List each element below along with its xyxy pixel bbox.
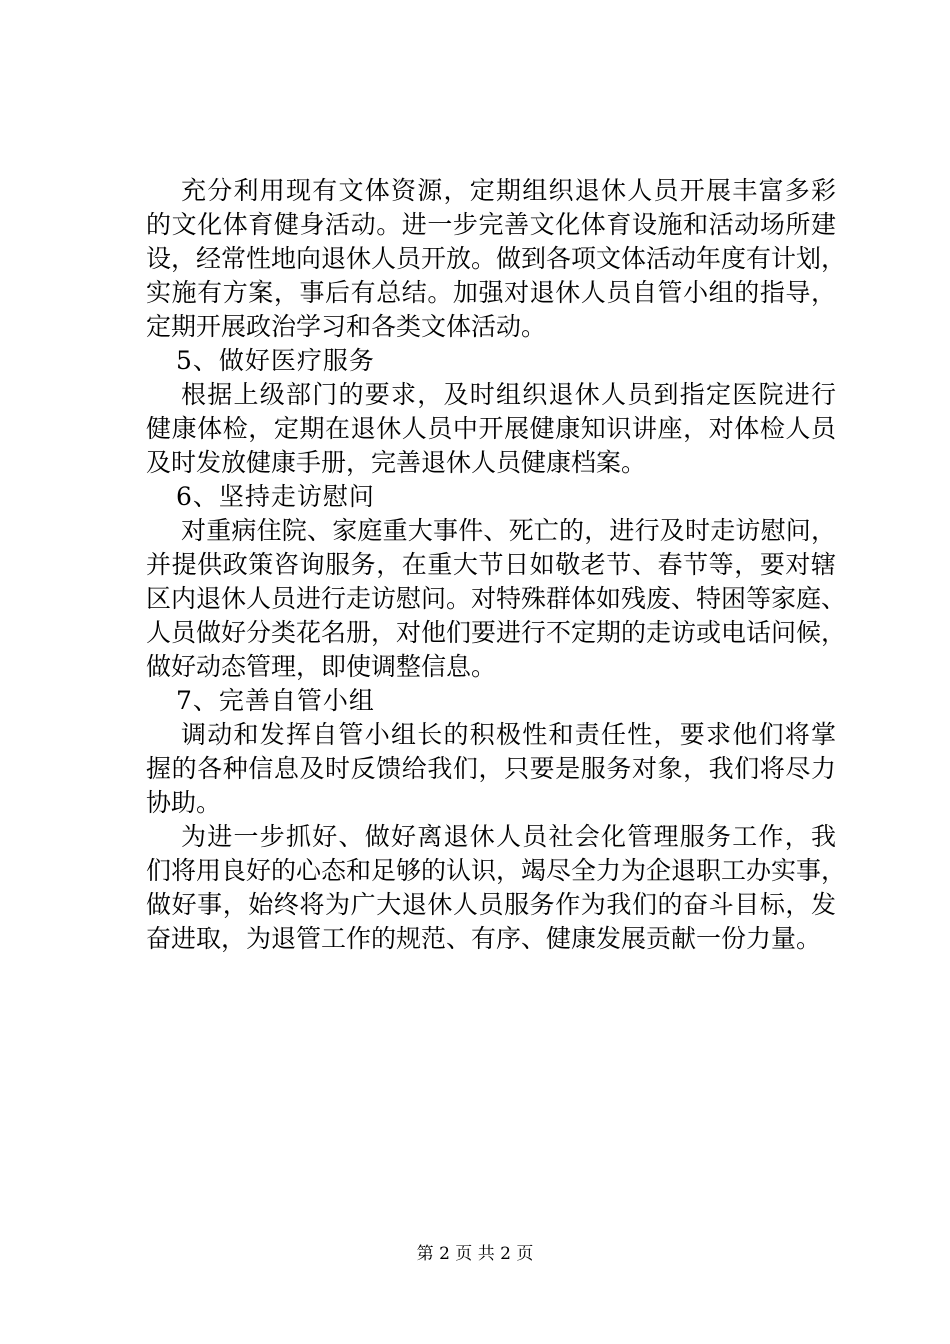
paragraph-line: 们将用良好的心态和足够的认识，竭尽全力为企退职工办实事， [146,856,847,885]
paragraph-line: 并提供政策咨询服务，在重大节日如敬老节、春节等，要对辖 [146,550,836,579]
page-footer: 第 2 页 共 2 页 [416,1244,534,1264]
paragraph-line: 定期开展政治学习和各类文体活动。 [146,312,547,341]
document-body [146,174,847,956]
paragraph-line: 对重病住院、家庭重大事件、死亡的，进行及时走访慰问， [181,516,836,545]
paragraph-line: 及时发放健康手册，完善退休人员健康档案。 [146,448,647,477]
section-heading: 5、做好医疗服务 [176,346,375,375]
paragraph-line: 做好动态管理，即使调整信息。 [146,652,497,681]
paragraph-line: 区内退休人员进行走访慰问。对特殊群体如残废、特困等家庭、 [146,584,847,613]
paragraph-line: 人员做好分类花名册，对他们要进行不定期的走访或电话问候， [146,618,847,647]
paragraph-line: 根据上级部门的要求，及时组织退休人员到指定医院进行 [181,380,836,409]
paragraph-line: 奋进取，为退管工作的规范、有序、健康发展贡献一份力量。 [146,924,822,953]
paragraph-line: 健康体检，定期在退休人员中开展健康知识讲座，对体检人员 [146,414,836,443]
paragraph-line: 的文化体育健身活动。进一步完善文化体育设施和活动场所建 [146,210,836,239]
paragraph-line: 握的各种信息及时反馈给我们，只要是服务对象，我们将尽力 [146,754,836,783]
paragraph-line: 为进一步抓好、做好离退休人员社会化管理服务工作，我 [181,822,836,851]
paragraph-line: 做好事，始终将为广大退休人员服务作为我们的奋斗目标，发 [146,890,836,919]
paragraph-line: 实施有方案，事后有总结。加强对退休人员自管小组的指导， [146,278,836,307]
section-heading: 7、完善自管小组 [176,686,375,715]
paragraph-line: 调动和发挥自管小组长的积极性和责任性，要求他们将掌 [181,720,836,749]
paragraph-line: 充分利用现有文体资源，定期组织退休人员开展丰富多彩 [181,176,836,205]
paragraph-line: 设，经常性地向退休人员开放。做到各项文体活动年度有计划， [146,244,847,273]
section-heading: 6、坚持走访慰问 [176,482,375,511]
paragraph-line: 协助。 [146,788,222,817]
